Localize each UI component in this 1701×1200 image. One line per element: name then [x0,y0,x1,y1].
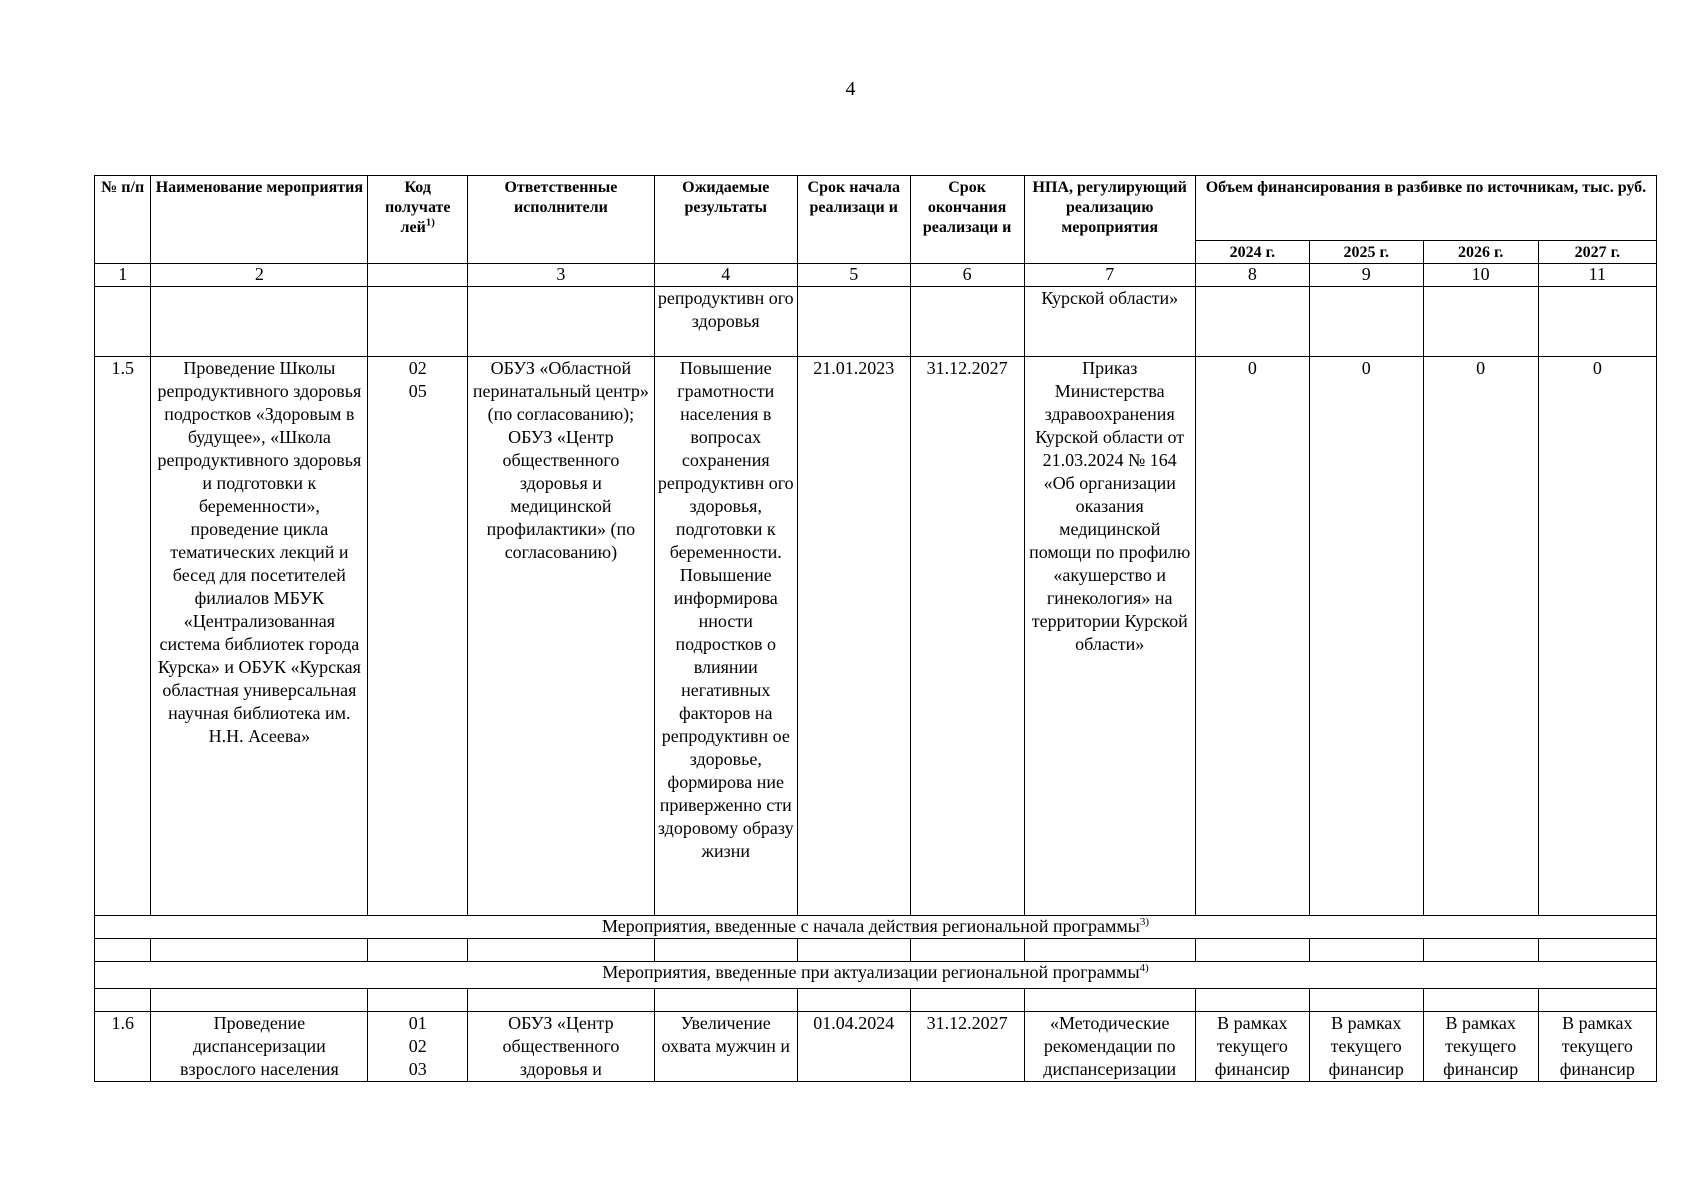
section-heading-row [95,962,1657,989]
table-cell [1024,939,1195,962]
header-code-text: Код получате лей [384,179,451,236]
column-number: 9 [1309,264,1423,287]
header-num: № п/п [95,176,151,264]
empty-row [95,989,1657,1012]
finance-2025: 0 [1309,357,1423,916]
finance-2025: В рамках текущего финансир [1309,1012,1423,1082]
plan-table [94,175,1657,1082]
header-year: 2026 г. [1423,241,1538,264]
table-cell [95,939,151,962]
regulatory-act: Приказ Министерства здравоохранения Курской области от 21.03.2024 № 164 «Об организации оказания медицинской помощи по профилю «акушерство и гинекология» на территории Курской области» [1024,357,1195,916]
recipient-code: 01 02 03 [368,1012,468,1082]
finance-2027: В рамках текущего финансир [1538,1012,1656,1082]
table-cell [1538,939,1656,962]
header-npa: НПА, регулирующий реализацию мероприятия [1024,176,1195,264]
table-cell [1423,287,1538,357]
finance-2024: 0 [1195,357,1309,916]
regulatory-act: «Методические рекомендации по диспансеризации [1024,1012,1195,1082]
table-cell [1309,287,1423,357]
table-row-1-5 [95,357,1657,916]
table-cell [1538,989,1656,1012]
table-cell [1538,287,1656,357]
continuation-npa: Курской области» [1024,287,1195,357]
header-name: Наименование мероприятия [151,176,368,264]
section-heading-text: Мероприятия, введенные с начала действия региональной программы [601,916,1140,936]
page-number: 4 [845,78,856,100]
finance-2026: В рамках текущего финансир [1423,1012,1538,1082]
column-number: 6 [910,264,1024,287]
empty-row [95,939,1657,962]
header-start: Срок начала реализаци и [797,176,910,264]
finance-2026: 0 [1423,357,1538,916]
end-date: 31.12.2027 [910,357,1024,916]
responsible-executors: ОБУЗ «Центр общественного здоровья и [468,1012,655,1082]
end-date: 31.12.2027 [910,1012,1024,1082]
header-year: 2025 г. [1309,241,1423,264]
header-results: Ожидаемые результаты [654,176,797,264]
start-date: 01.04.2024 [797,1012,910,1082]
event-name: Проведение Школы репродуктивного здоровья подростков «Здоровым в будущее», «Школа репродуктивного здоровья и подготовки к беременности», проведение цикла тематических лекций и бесед для посетителей филиалов МБУК «Централизованная система библиотек города Курска» и ОБУК «Курская областная универсальная научная библиотека им. Н.Н. Асеева» [151,357,368,916]
table-cell [1423,939,1538,962]
column-number: 7 [1024,264,1195,287]
section-heading-footnote: 4) [1139,962,1149,974]
row-number: 1.5 [95,357,151,916]
expected-results: Повышение грамотности населения в вопросах сохранения репродуктивн ого здоровья, подготовки к беременности. Повышение информирова нности подростков о влиянии негативных факторов на репродуктивн ое здоровье, формирова ние приверженно сти здоровому образу жизни [654,357,797,916]
table-cell [1195,939,1309,962]
continuation-results: репродуктивн ого здоровья [654,287,797,357]
section-heading [95,916,1657,939]
header-code [368,176,468,264]
column-number [368,264,468,287]
table-cell [151,287,368,357]
column-number: 3 [468,264,655,287]
table-cell [1423,989,1538,1012]
table-cell [797,287,910,357]
table-cell [654,989,797,1012]
header-year: 2024 г. [1195,241,1309,264]
table-cell [468,287,655,357]
section-heading-text: Мероприятия, введенные при актуализации региональной программы [602,962,1140,982]
table-cell [95,287,151,357]
section-heading-row [95,916,1657,939]
column-number-row [95,264,1657,287]
section-heading [95,962,1657,989]
table-cell [1024,989,1195,1012]
header-finance: Объем финансирования в разбивке по источникам, тыс. руб. [1195,176,1656,241]
table-cell [368,939,468,962]
header-year: 2027 г. [1538,241,1656,264]
table-cell [910,989,1024,1012]
table-cell [797,939,910,962]
column-number: 4 [654,264,797,287]
table-cell [1195,287,1309,357]
table-cell [910,287,1024,357]
header-row [95,176,1657,241]
table-cell [1309,939,1423,962]
table-cell [368,989,468,1012]
table-cell [654,939,797,962]
table-cell [151,939,368,962]
column-number: 10 [1423,264,1538,287]
finance-2027: 0 [1538,357,1656,916]
responsible-executors: ОБУЗ «Областной перинатальный центр» (по согласованию); ОБУЗ «Центр общественного здоровья и медицинской профилактики» (по согласованию) [468,357,655,916]
header-code-footnote: 1) [425,216,435,229]
continuation-row [95,287,1657,357]
table-cell [910,939,1024,962]
finance-2024: В рамках текущего финансир [1195,1012,1309,1082]
expected-results: Увеличение охвата мужчин и [654,1012,797,1082]
table-cell [151,989,368,1012]
table-cell [95,989,151,1012]
table-cell [1309,989,1423,1012]
column-number: 1 [95,264,151,287]
column-number: 2 [151,264,368,287]
section-heading-footnote: 3) [1139,916,1150,928]
column-number: 8 [1195,264,1309,287]
table-cell [1195,989,1309,1012]
table-cell [368,287,468,357]
row-number: 1.6 [95,1012,151,1082]
start-date: 21.01.2023 [797,357,910,916]
table-row-1-6 [95,1012,1657,1082]
table-cell [468,939,655,962]
table-cell [468,989,655,1012]
table-cell [797,989,910,1012]
event-name: Проведение диспансеризации взрослого населения [151,1012,368,1082]
recipient-code: 02 05 [368,357,468,916]
header-end: Срок окончания реализаци и [910,176,1024,264]
column-number: 11 [1538,264,1656,287]
header-executors: Ответственные исполнители [468,176,655,264]
column-number: 5 [797,264,910,287]
